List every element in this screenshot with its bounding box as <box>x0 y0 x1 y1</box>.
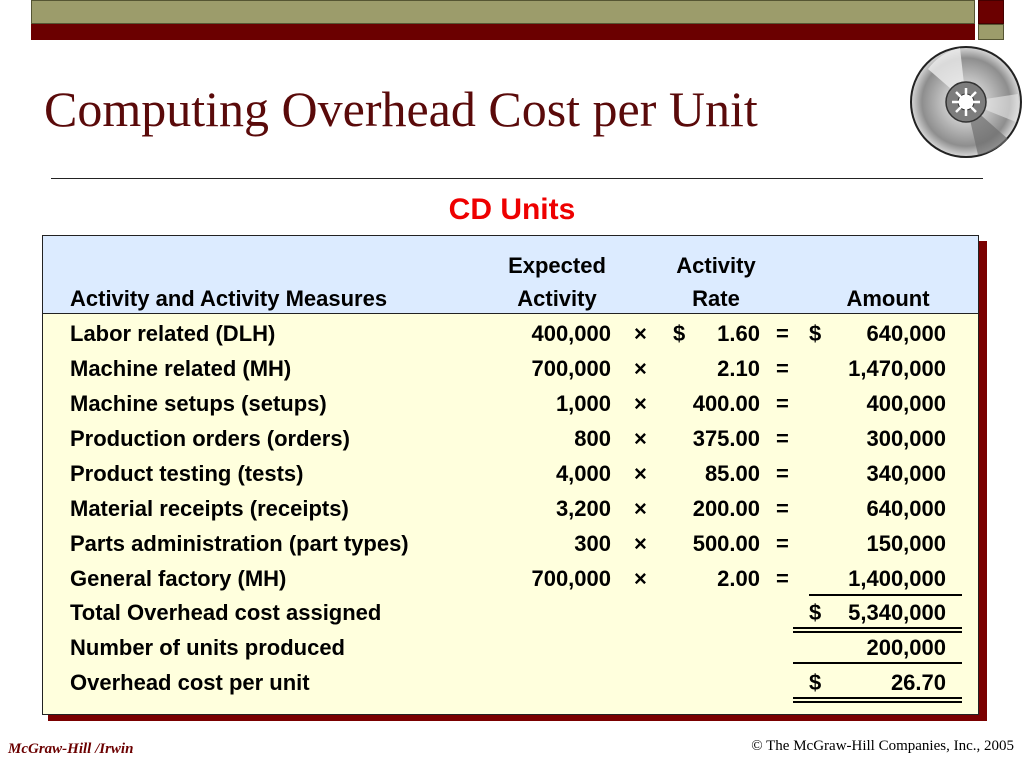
row-expected: 1,000 <box>555 391 611 416</box>
overhead-table <box>42 235 979 715</box>
equals-sign: = <box>776 496 789 521</box>
row-amount: 400,000 <box>866 391 946 416</box>
row-label: Machine setups (setups) <box>70 391 327 416</box>
row-label: Parts administration (part types) <box>70 531 409 556</box>
header-expected-line2: Activity <box>517 286 597 311</box>
row-rate: 500.00 <box>692 531 760 556</box>
row-rate: 375.00 <box>692 426 760 451</box>
row-rate: 2.00 <box>717 566 760 591</box>
title-divider <box>51 178 983 179</box>
rate-currency: $ <box>673 321 686 346</box>
row-amount: 1,400,000 <box>848 566 946 591</box>
row-expected: 800 <box>574 426 611 451</box>
cost-per-unit-amount: 26.70 <box>890 670 946 695</box>
corner-square-maroon <box>978 0 1004 24</box>
row-label: Machine related (MH) <box>70 356 292 381</box>
header-amount: Amount <box>846 286 930 311</box>
per-unit-double-underline-1 <box>793 697 962 699</box>
multiply-sign: × <box>634 321 647 346</box>
row-expected: 300 <box>574 531 611 556</box>
header-rate-line2: Rate <box>692 286 740 311</box>
summary-currency: $ <box>809 670 822 695</box>
row-expected: 400,000 <box>531 321 611 346</box>
row-label: Material receipts (receipts) <box>70 496 349 521</box>
total-double-underline-1 <box>793 627 962 629</box>
equals-sign: = <box>776 391 789 416</box>
per-unit-double-underline-2 <box>793 701 962 703</box>
summary-label: Overhead cost per unit <box>70 670 310 695</box>
multiply-sign: × <box>634 426 647 451</box>
multiply-sign: × <box>634 531 647 556</box>
row-rate: 2.10 <box>717 356 760 381</box>
top-bar-maroon <box>31 24 975 40</box>
amount-currency: $ <box>809 321 822 346</box>
top-bar-olive <box>31 0 975 24</box>
table-caption: CD Units <box>448 193 576 226</box>
multiply-sign: × <box>634 496 647 521</box>
units-underline <box>793 662 962 664</box>
equals-sign: = <box>776 426 789 451</box>
cd-disc-icon <box>908 44 1024 160</box>
page-title: Computing Overhead Cost per Unit <box>44 81 758 137</box>
row-label: General factory (MH) <box>70 566 287 591</box>
row-label: Labor related (DLH) <box>70 321 276 346</box>
row-rate: 400.00 <box>692 391 760 416</box>
multiply-sign: × <box>634 356 647 381</box>
row-amount: 640,000 <box>866 496 946 521</box>
row-expected: 700,000 <box>531 356 611 381</box>
footer-copyright: © The McGraw-Hill Companies, Inc., 2005 <box>751 738 1014 754</box>
summary-label: Total Overhead cost assigned <box>70 600 382 625</box>
header-expected-line1: Expected <box>508 253 606 278</box>
equals-sign: = <box>776 461 789 486</box>
corner-square-olive <box>978 24 1004 40</box>
equals-sign: = <box>776 566 789 591</box>
row-amount: 150,000 <box>866 531 946 556</box>
equals-sign: = <box>776 531 789 556</box>
summary-currency: $ <box>809 600 822 625</box>
subtotal-underline <box>809 594 962 596</box>
row-expected: 3,200 <box>555 496 611 521</box>
summary-label: Number of units produced <box>70 635 345 660</box>
row-rate: 85.00 <box>704 461 760 486</box>
units-produced-amount: 200,000 <box>866 635 946 660</box>
row-amount: 640,000 <box>866 321 946 346</box>
footer-publisher: McGraw-Hill /Irwin <box>8 741 134 757</box>
header-activity: Activity and Activity Measures <box>70 286 388 311</box>
row-amount: 300,000 <box>866 426 946 451</box>
equals-sign: = <box>776 321 789 346</box>
row-label: Product testing (tests) <box>70 461 304 486</box>
row-amount: 1,470,000 <box>848 356 946 381</box>
multiply-sign: × <box>634 566 647 591</box>
total-double-underline-2 <box>793 631 962 633</box>
row-amount: 340,000 <box>866 461 946 486</box>
multiply-sign: × <box>634 391 647 416</box>
row-rate: 200.00 <box>692 496 760 521</box>
multiply-sign: × <box>634 461 647 486</box>
equals-sign: = <box>776 356 789 381</box>
total-overhead-amount: 5,340,000 <box>848 600 946 625</box>
row-expected: 4,000 <box>555 461 611 486</box>
row-label: Production orders (orders) <box>70 426 350 451</box>
row-expected: 700,000 <box>531 566 611 591</box>
row-rate: 1.60 <box>717 321 760 346</box>
header-rate-line1: Activity <box>676 253 756 278</box>
